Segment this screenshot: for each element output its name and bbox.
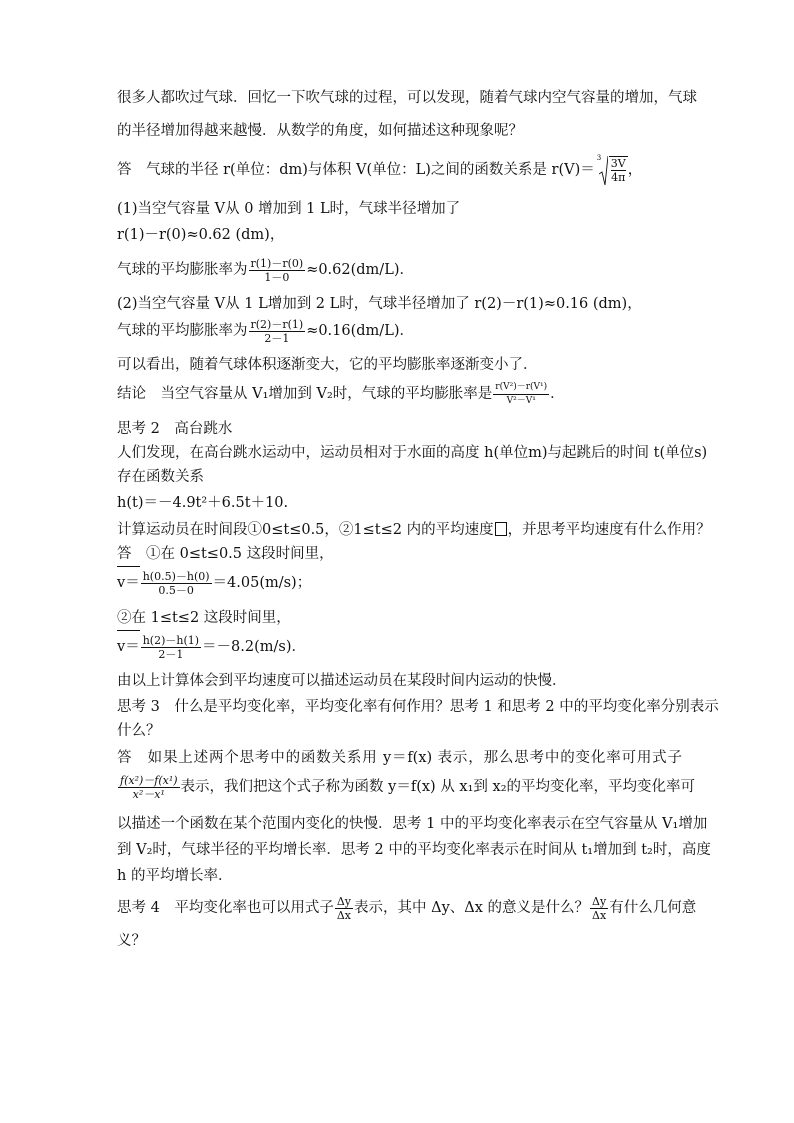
paragraph-line: 很多人都吹过气球．回忆一下吹气球的过程，可以发现，随着气球内空气容量的增加，气球: [117, 90, 697, 106]
paragraph-line: 答 如果上述两个思考中的函数关系用 y＝f(x) 表示，那么思考中的变化率可用式子: [117, 750, 682, 766]
section-heading: 思考 4 平均变化率也可以用式子 $\frac{\Delta y}{\Delta x}$ 表示，其中 Δy、Δx 的意义是什么？ $\frac{\Delta y}{\Delta x}$ 有什么几何意: [117, 894, 697, 922]
conclusion-line: 结论 当空气容量从 V₁增加到 V₂时，气球的平均膨胀率是 $\frac{\text{r(V²)－r(V¹)}}{\text{V²－V¹}}$ ．: [117, 381, 565, 406]
section-heading: 思考 3 什么是平均变化率，平均变化率有何作用？思考 1 和思考 2 中的平均变化率分别表示: [117, 699, 719, 715]
fraction: $\frac{h(2)-h(1)}{2-1}$: [142, 633, 200, 661]
answer-line-radius-formula: 答 气球的半径 r(单位：dm)与体积 V(单位：L)之间的函数关系是 r(V)＝ 3 $\frac{3V}{4\pi}$ ，: [117, 154, 643, 184]
fraction: $\frac{\text{r(V²)－r(V¹)}}{\text{V²－V¹}}$: [495, 381, 548, 406]
formula-line: 气球的平均膨胀率为 $\frac{r(1)-r(0)}{1-0}$ ≈0.62(dm/L)．: [117, 256, 414, 284]
section-heading: 思考 2 高台跳水: [117, 421, 233, 437]
paragraph-line: 由以上计算体会到平均速度可以描述运动员在某段时间内运动的快慢．: [117, 673, 567, 689]
paragraph-line: 到 V₂时，气球半径的平均增长率．思考 2 中的平均变化率表示在时间从 t₁增加到 t₂时，高度: [117, 842, 711, 858]
paragraph-line: 人们发现，在高台跳水运动中，运动员相对于水面的高度 h(单位m)与起跳后的时间 t(单位s): [117, 445, 708, 461]
formula-line: r(1)－r(0)≈0.62 (dm)，: [117, 227, 285, 243]
paragraph-line: 的半径增加得越来越慢．从数学的角度，如何描述这种现象呢？: [117, 123, 523, 139]
paragraph-line: 什么？: [117, 723, 161, 739]
fraction: $\frac{\Delta y}{\Delta x}$: [592, 894, 607, 922]
formula-line: h(t)＝－4.9t²＋6.5t＋10.: [117, 495, 289, 511]
paragraph-line: 以描述一个函数在某个范围内变化的快慢．思考 1 中的平均变化率表示在空气容量从 V₁增加: [117, 816, 708, 832]
fraction: $\frac{r(1)-r(0)}{1-0}$: [250, 256, 304, 284]
paragraph-line: 可以看出，随着气球体积逐渐变大，它的平均膨胀率逐渐变小了．: [117, 357, 538, 373]
formula-line: $\frac{\text{f(x²)－f(x¹)}}{\text{x²－x¹}}$ 表示，我们把这个式子称为函数 y＝f(x) 从 x₁到 x₂的平均变化率，平均变化率可: [120, 773, 696, 801]
paragraph-line: 答 ①在 0≤t≤0.5 这段时间里，: [117, 546, 334, 562]
cube-root: 3 $\frac{3V}{4\pi}$: [596, 154, 626, 184]
fraction: $\frac{r(2)-r(1)}{2-1}$: [250, 317, 304, 345]
paragraph-line: h 的平均增长率．: [117, 868, 233, 884]
fraction: $\frac{\text{f(x²)－f(x¹)}}{\text{x²－x¹}}$: [120, 773, 178, 801]
paragraph-line: (1)当空气容量 V从 0 增加到 1 L时，气球半径增加了: [117, 201, 461, 217]
paragraph-line: 义？: [117, 933, 146, 949]
paragraph-line: 计算运动员在时间段①0≤t≤0.5，②1≤t≤2 内的平均速度 ，并思考平均速度有什么作用？: [117, 522, 711, 538]
placeholder-box-icon: [495, 522, 507, 536]
radical-sign-icon: [599, 156, 608, 186]
formula-line: v＝ $\frac{h(0.5)-h(0)}{0.5-0}$ ＝4.05(m/s)；: [117, 567, 311, 599]
formula-line: v＝ $\frac{h(2)-h(1)}{2-1}$ ＝－8.2(m/s)．: [117, 631, 306, 663]
paragraph-line: (2)当空气容量 V从 1 L增加到 2 L时，气球半径增加了 r(2)－r(1)≈0.16 (dm)，: [117, 296, 642, 312]
paragraph-line: 存在函数关系: [117, 469, 204, 485]
fraction: $\frac{\Delta y}{\Delta x}$: [336, 894, 352, 922]
paragraph-line: ②在 1≤t≤2 这段时间里，: [117, 610, 291, 626]
fraction: $\frac{h(0.5)-h(0)}{0.5-0}$: [142, 569, 210, 597]
formula-line: 气球的平均膨胀率为 $\frac{r(2)-r(1)}{2-1}$ ≈0.16(dm/L)．: [117, 317, 414, 345]
